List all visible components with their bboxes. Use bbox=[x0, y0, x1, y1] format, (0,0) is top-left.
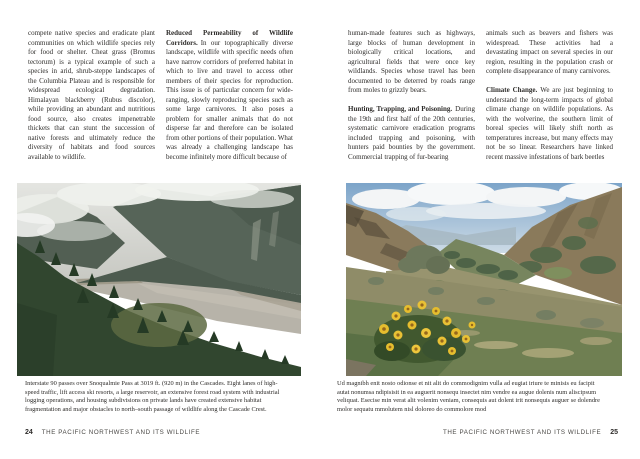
left-photo-mountain-reservoir bbox=[17, 183, 301, 376]
paragraph bbox=[486, 29, 613, 77]
left-page-footer bbox=[25, 429, 200, 436]
paragraph-text: animals such as beavers and fishers was widespread. These activities had a devastating impact on several species in our region, resulting in the population crash or complete disappearance of many carnivores. bbox=[486, 29, 613, 75]
paragraph-text: During the 19th and first half of the 20th centuries, systematic carnivore eradication programs included trapping and poisoning, with hunters paid bounties by the government. Commercial trapping of fur-bearing bbox=[348, 105, 475, 161]
run-in-heading: Reduced Permeability of Wildlife Corridors. bbox=[166, 29, 293, 47]
right-photo-canyon-wildflowers bbox=[346, 183, 622, 376]
meadow-knoll bbox=[111, 303, 207, 347]
right-page-number: 25 bbox=[610, 429, 618, 436]
right-running-title: THE PACIFIC NORTHWEST AND ITS WILDLIFE bbox=[442, 429, 602, 436]
paragraph bbox=[166, 29, 293, 162]
paragraph-text: In our topographically diverse landscape, wildlife with specific needs often have narrow corridors of preferred habitat in which to live and travel to access other members of their species for reproduction. This issue is of particular concern for wide-ranging, slowly reproducing species such as some large carnivores. It also poses a problem for smaller animals that do not disperse far and therefore can be isolated from other portions of their population. What was already a challenging landscape has become infinitely more difficult because of bbox=[166, 38, 293, 161]
left-photo-caption: Interstate 90 passes over Snoqualmie Pass at 3019 ft. (920 m) in the Cascades. Eight lanes of high-speed traffic, lift access ski resorts, a large reservoir, an extensive forest road system with industrial logging operations, and housing subdivisions on private lands have created extensive habitat fragmentation and major obstacles to north–south passage of wildlife along the Cascade Crest. bbox=[25, 380, 280, 413]
paragraph-text: We are just beginning to understand the long-term impacts of global climate change on wildlife populations. As with the wolverine, the southern limit of boreal species will likely shift north as temperatures increase, but many effects may not be so linear. Researchers have linked recent massive infestations of bark beetles bbox=[486, 86, 613, 161]
right-page-column-2 bbox=[486, 29, 613, 162]
paragraph-text: human-made features such as highways, large blocks of human development in biologically critical locations, and agricultural fields that were once key wildlands. Species whose travel has been documented to be deterred by roads range from moles to grizzly bears. bbox=[348, 29, 475, 94]
right-page-column-1 bbox=[348, 29, 475, 162]
right-page-footer bbox=[443, 429, 618, 436]
paragraph bbox=[28, 29, 155, 162]
left-running-title: THE PACIFIC NORTHWEST AND ITS WILDLIFE bbox=[41, 429, 201, 436]
left-page-number: 24 bbox=[25, 429, 33, 436]
right-photo-illustration bbox=[346, 183, 622, 376]
paragraph bbox=[486, 86, 613, 162]
paragraph-text: compete native species and eradicate plant communities on which wildlife species rely for food or shelter. Cheat grass (Bromus tectorum) is a typical example of such a species in arid, shrub-steppe landscapes of the Columbia Plateau and is responsible for widespread ecological degradation. Himalayan blackberry (Rubus discolor), while providing an abundant and nutritious food source, also creates impenetrable thickets that can stunt the succession of native forests and ultimately reduce the diversity of habitats and food sources available to wildlife. bbox=[28, 29, 155, 161]
paragraph bbox=[348, 105, 475, 162]
left-page-column-1 bbox=[28, 29, 155, 162]
paragraph bbox=[348, 29, 475, 96]
run-in-heading: Hunting, Trapping, and Poisoning. bbox=[348, 105, 453, 113]
left-photo-illustration bbox=[17, 183, 301, 376]
left-page-column-2 bbox=[166, 29, 293, 162]
run-in-heading: Climate Change. bbox=[486, 86, 538, 94]
right-photo-caption: Ud magnibh enit nosto odionse et nit alit do commodignim vulla ad eugiat iriure te minisis eu facipit autat nonumsa ndipisisit in ea auguerit nonsequ insectet nim vendre ea augue dolenis num aliscipsum veliquat. Esecise min verat alit volenim veniam, consequis aut dolent irit nonsequis auguer se dolendre molor sequatu mmolutem nisl doloreo do commolore mod bbox=[337, 380, 601, 413]
